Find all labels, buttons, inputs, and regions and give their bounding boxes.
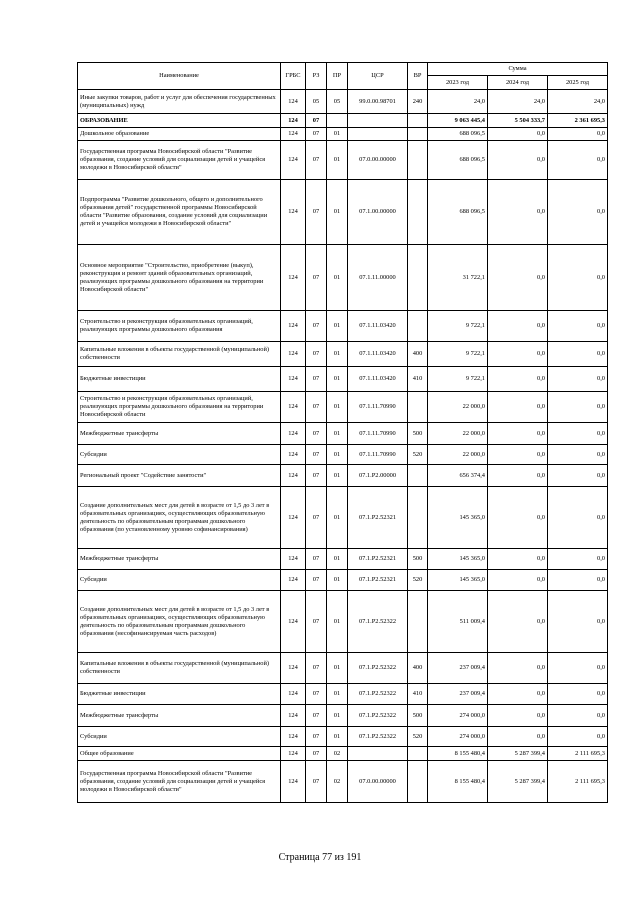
cell-pr: 02 — [327, 761, 348, 803]
cell-csr: 07.1.11.00000 — [348, 245, 408, 311]
cell-rz: 07 — [306, 342, 327, 367]
cell-y3: 0,0 — [548, 423, 608, 445]
cell-vr — [408, 114, 428, 128]
cell-pr: 01 — [327, 245, 348, 311]
cell-y1: 9 722,1 — [428, 311, 488, 342]
cell-y3: 0,0 — [548, 487, 608, 549]
cell-name: Бюджетные инвестиции — [78, 367, 281, 392]
budget-table — [77, 62, 608, 803]
cell-grbs: 124 — [281, 549, 306, 570]
cell-y2: 0,0 — [488, 367, 548, 392]
cell-name: Межбюджетные трансферты — [78, 549, 281, 570]
cell-vr: 520 — [408, 570, 428, 591]
cell-grbs: 124 — [281, 761, 306, 803]
cell-vr: 520 — [408, 727, 428, 747]
cell-y1: 9 063 445,4 — [428, 114, 488, 128]
cell-grbs: 124 — [281, 141, 306, 180]
cell-rz: 07 — [306, 445, 327, 465]
cell-rz: 07 — [306, 591, 327, 653]
table-row — [78, 311, 608, 342]
header-year-2024: 2024 год — [488, 76, 548, 90]
table-row — [78, 747, 608, 761]
cell-rz: 07 — [306, 684, 327, 705]
cell-grbs: 124 — [281, 245, 306, 311]
cell-y3: 0,0 — [548, 141, 608, 180]
cell-rz: 07 — [306, 367, 327, 392]
cell-name: Строительство и реконструкция образовательных организаций, реализующих программы дошкольного образования на территории Новосибирской области — [78, 392, 281, 423]
cell-rz: 07 — [306, 180, 327, 245]
cell-name: Межбюджетные трансферты — [78, 423, 281, 445]
cell-rz: 07 — [306, 487, 327, 549]
cell-name: Строительство и реконструкция образовательных организаций, реализующих программы дошкольного образования — [78, 311, 281, 342]
cell-grbs: 124 — [281, 705, 306, 727]
table-row — [78, 570, 608, 591]
cell-y3: 0,0 — [548, 445, 608, 465]
cell-y2: 0,0 — [488, 311, 548, 342]
cell-grbs: 124 — [281, 684, 306, 705]
cell-y2: 0,0 — [488, 465, 548, 487]
cell-y1: 237 009,4 — [428, 653, 488, 684]
table-row — [78, 591, 608, 653]
cell-csr: 07.1.11.70990 — [348, 423, 408, 445]
cell-rz: 07 — [306, 761, 327, 803]
cell-y1: 145 365,0 — [428, 487, 488, 549]
cell-vr — [408, 245, 428, 311]
cell-csr: 07.1.P2.52321 — [348, 549, 408, 570]
table-row — [78, 445, 608, 465]
cell-grbs: 124 — [281, 311, 306, 342]
cell-name: Государственная программа Новосибирской области "Развитие образования, создание условий для социализации детей и учащейся молодежи в Новосибирской области" — [78, 761, 281, 803]
table-row — [78, 653, 608, 684]
table-row — [78, 705, 608, 727]
cell-csr — [348, 747, 408, 761]
cell-rz: 07 — [306, 465, 327, 487]
cell-name: ОБРАЗОВАНИЕ — [78, 114, 281, 128]
cell-csr: 07.0.00.00000 — [348, 761, 408, 803]
table-row — [78, 90, 608, 114]
cell-y1: 22 000,0 — [428, 392, 488, 423]
cell-name: Бюджетные инвестиции — [78, 684, 281, 705]
cell-grbs: 124 — [281, 392, 306, 423]
cell-rz: 07 — [306, 705, 327, 727]
cell-pr: 01 — [327, 705, 348, 727]
cell-rz: 07 — [306, 311, 327, 342]
cell-y2: 0,0 — [488, 727, 548, 747]
cell-csr: 07.1.11.03420 — [348, 342, 408, 367]
cell-rz: 07 — [306, 114, 327, 128]
cell-grbs: 124 — [281, 423, 306, 445]
cell-y1: 274 000,0 — [428, 727, 488, 747]
header-csr: ЦСР — [348, 63, 408, 90]
cell-pr: 01 — [327, 180, 348, 245]
cell-vr — [408, 465, 428, 487]
cell-grbs: 124 — [281, 570, 306, 591]
cell-grbs: 124 — [281, 591, 306, 653]
table-row — [78, 141, 608, 180]
cell-y2: 5 287 399,4 — [488, 747, 548, 761]
cell-csr: 07.1.P2.52322 — [348, 705, 408, 727]
cell-csr: 07.0.00.00000 — [348, 141, 408, 180]
table-row — [78, 487, 608, 549]
cell-vr: 410 — [408, 684, 428, 705]
cell-y1: 688 096,5 — [428, 128, 488, 141]
cell-y3: 0,0 — [548, 591, 608, 653]
cell-rz: 07 — [306, 245, 327, 311]
cell-pr: 01 — [327, 549, 348, 570]
cell-csr: 07.1.P2.52322 — [348, 591, 408, 653]
cell-y3: 0,0 — [548, 549, 608, 570]
cell-pr: 01 — [327, 367, 348, 392]
cell-rz: 07 — [306, 727, 327, 747]
table-row — [78, 128, 608, 141]
cell-pr: 01 — [327, 423, 348, 445]
cell-vr — [408, 747, 428, 761]
cell-y3: 0,0 — [548, 727, 608, 747]
table-row — [78, 392, 608, 423]
cell-y2: 0,0 — [488, 128, 548, 141]
cell-y2: 0,0 — [488, 591, 548, 653]
cell-y1: 22 000,0 — [428, 445, 488, 465]
cell-y2: 0,0 — [488, 549, 548, 570]
cell-rz: 07 — [306, 128, 327, 141]
cell-pr: 01 — [327, 342, 348, 367]
cell-grbs: 124 — [281, 367, 306, 392]
header-name: Наименование — [78, 63, 281, 90]
cell-y3: 0,0 — [548, 342, 608, 367]
cell-y3: 0,0 — [548, 392, 608, 423]
cell-y2: 0,0 — [488, 705, 548, 727]
cell-grbs: 124 — [281, 180, 306, 245]
table-body — [78, 90, 608, 803]
cell-y2: 0,0 — [488, 684, 548, 705]
cell-vr — [408, 392, 428, 423]
cell-y1: 656 374,4 — [428, 465, 488, 487]
table-row — [78, 465, 608, 487]
cell-pr: 01 — [327, 487, 348, 549]
cell-y3: 0,0 — [548, 705, 608, 727]
cell-vr: 500 — [408, 549, 428, 570]
cell-pr: 01 — [327, 128, 348, 141]
cell-y3: 0,0 — [548, 367, 608, 392]
cell-name: Создание дополнительных мест для детей в возрасте от 1,5 до 3 лет в образовательных организациях, осуществляющих образовательную деятельность по образовательным программам дошкольного образования (несофинансируемая часть расходов) — [78, 591, 281, 653]
cell-grbs: 124 — [281, 114, 306, 128]
cell-grbs: 124 — [281, 727, 306, 747]
cell-y3: 0,0 — [548, 311, 608, 342]
table-row — [78, 245, 608, 311]
cell-y1: 8 155 480,4 — [428, 747, 488, 761]
cell-pr: 01 — [327, 727, 348, 747]
cell-pr: 01 — [327, 392, 348, 423]
cell-pr: 01 — [327, 653, 348, 684]
cell-csr: 07.1.11.70990 — [348, 445, 408, 465]
cell-name: Региональный проект "Содействие занятости" — [78, 465, 281, 487]
header-grbs: ГРБС — [281, 63, 306, 90]
cell-y2: 0,0 — [488, 423, 548, 445]
cell-y1: 237 009,4 — [428, 684, 488, 705]
cell-name: Субсидии — [78, 570, 281, 591]
cell-pr: 01 — [327, 465, 348, 487]
cell-rz: 07 — [306, 570, 327, 591]
cell-y3: 0,0 — [548, 570, 608, 591]
cell-csr: 07.1.P2.52321 — [348, 487, 408, 549]
cell-y1: 8 155 480,4 — [428, 761, 488, 803]
cell-pr: 01 — [327, 684, 348, 705]
cell-vr: 500 — [408, 705, 428, 727]
cell-y3: 0,0 — [548, 465, 608, 487]
cell-y3: 2 111 695,3 — [548, 761, 608, 803]
cell-y1: 22 000,0 — [428, 423, 488, 445]
header-pr: ПР — [327, 63, 348, 90]
cell-vr — [408, 180, 428, 245]
header-rz: РЗ — [306, 63, 327, 90]
cell-y3: 24,0 — [548, 90, 608, 114]
cell-vr — [408, 311, 428, 342]
cell-pr: 01 — [327, 141, 348, 180]
cell-csr: 07.1.P2.52322 — [348, 684, 408, 705]
cell-y3: 2 111 695,3 — [548, 747, 608, 761]
cell-grbs: 124 — [281, 747, 306, 761]
cell-name: Основное мероприятие "Строительство, приобретение (выкуп), реконструкция и ремонт зданий образовательных организаций, реализующих программы дошкольного образования на территории Новосибирской области" — [78, 245, 281, 311]
table-row — [78, 727, 608, 747]
cell-rz: 05 — [306, 90, 327, 114]
cell-y3: 0,0 — [548, 180, 608, 245]
cell-y1: 274 000,0 — [428, 705, 488, 727]
cell-vr — [408, 761, 428, 803]
cell-csr — [348, 114, 408, 128]
cell-rz: 07 — [306, 549, 327, 570]
cell-name: Субсидии — [78, 445, 281, 465]
cell-name: Создание дополнительных мест для детей в возрасте от 1,5 до 3 лет в образовательных организациях, осуществляющих образовательную деятельность по образовательным программам дошкольного образования (по установленному уровню софинансирования) — [78, 487, 281, 549]
cell-pr: 01 — [327, 311, 348, 342]
table-row — [78, 761, 608, 803]
cell-y3: 0,0 — [548, 684, 608, 705]
header-year-2023: 2023 год — [428, 76, 488, 90]
cell-vr — [408, 487, 428, 549]
cell-grbs: 124 — [281, 445, 306, 465]
cell-name: Субсидии — [78, 727, 281, 747]
table-row — [78, 114, 608, 128]
cell-pr: 01 — [327, 570, 348, 591]
cell-y2: 0,0 — [488, 245, 548, 311]
table-row — [78, 342, 608, 367]
cell-y2: 0,0 — [488, 445, 548, 465]
cell-y2: 0,0 — [488, 570, 548, 591]
cell-name: Государственная программа Новосибирской области "Развитие образования, создание условий для социализации детей и учащейся молодежи в Новосибирской области" — [78, 141, 281, 180]
cell-rz: 07 — [306, 653, 327, 684]
cell-rz: 07 — [306, 392, 327, 423]
cell-y2: 0,0 — [488, 392, 548, 423]
table-row — [78, 684, 608, 705]
cell-y3: 0,0 — [548, 245, 608, 311]
cell-pr: 01 — [327, 445, 348, 465]
cell-name: Капитальные вложения в объекты государственной (муниципальной) собственности — [78, 653, 281, 684]
cell-y2: 0,0 — [488, 653, 548, 684]
cell-vr: 400 — [408, 653, 428, 684]
cell-name: Капитальные вложения в объекты государственной (муниципальной) собственности — [78, 342, 281, 367]
cell-pr: 05 — [327, 90, 348, 114]
cell-rz: 07 — [306, 423, 327, 445]
cell-y1: 145 365,0 — [428, 549, 488, 570]
cell-vr: 400 — [408, 342, 428, 367]
cell-grbs: 124 — [281, 653, 306, 684]
cell-csr: 07.1.P2.52322 — [348, 727, 408, 747]
cell-name: Иные закупки товаров, работ и услуг для обеспечения государственных (муниципальных) нужд — [78, 90, 281, 114]
cell-csr: 07.1.11.70990 — [348, 392, 408, 423]
cell-csr: 07.1.P2.00000 — [348, 465, 408, 487]
cell-grbs: 124 — [281, 128, 306, 141]
cell-y2: 24,0 — [488, 90, 548, 114]
cell-y1: 24,0 — [428, 90, 488, 114]
cell-y3: 2 361 695,3 — [548, 114, 608, 128]
header-vr: ВР — [408, 63, 428, 90]
cell-y1: 145 365,0 — [428, 570, 488, 591]
cell-rz: 07 — [306, 747, 327, 761]
cell-grbs: 124 — [281, 487, 306, 549]
table-header — [78, 63, 608, 90]
cell-vr: 410 — [408, 367, 428, 392]
cell-grbs: 124 — [281, 342, 306, 367]
cell-csr — [348, 128, 408, 141]
cell-y1: 511 009,4 — [428, 591, 488, 653]
cell-vr: 500 — [408, 423, 428, 445]
cell-csr: 07.1.P2.52321 — [348, 570, 408, 591]
cell-vr — [408, 141, 428, 180]
cell-vr — [408, 128, 428, 141]
cell-vr: 240 — [408, 90, 428, 114]
table-row — [78, 367, 608, 392]
cell-name: Межбюджетные трансферты — [78, 705, 281, 727]
table-row — [78, 180, 608, 245]
cell-y2: 0,0 — [488, 342, 548, 367]
cell-name: Подпрограмма "Развитие дошкольного, общего и дополнительного образования детей" государственной программы Новосибирской области "Развитие образования, создание условий для социализации детей и учащейся молодежи в Новосибирской области" — [78, 180, 281, 245]
cell-y2: 0,0 — [488, 487, 548, 549]
cell-y1: 9 722,1 — [428, 367, 488, 392]
cell-pr — [327, 114, 348, 128]
cell-y3: 0,0 — [548, 128, 608, 141]
cell-csr: 07.1.00.00000 — [348, 180, 408, 245]
cell-y2: 0,0 — [488, 180, 548, 245]
cell-vr: 520 — [408, 445, 428, 465]
cell-csr: 07.1.11.03420 — [348, 367, 408, 392]
header-sum: Сумма — [428, 63, 608, 76]
cell-vr — [408, 591, 428, 653]
cell-rz: 07 — [306, 141, 327, 180]
table-row — [78, 549, 608, 570]
cell-name: Общее образование — [78, 747, 281, 761]
cell-grbs: 124 — [281, 90, 306, 114]
cell-y1: 688 096,5 — [428, 180, 488, 245]
cell-pr: 02 — [327, 747, 348, 761]
cell-csr: 07.1.11.03420 — [348, 311, 408, 342]
cell-csr: 07.1.P2.52322 — [348, 653, 408, 684]
cell-y2: 5 504 333,7 — [488, 114, 548, 128]
page-number: Страница 77 из 191 — [278, 852, 362, 863]
cell-y2: 0,0 — [488, 141, 548, 180]
table-row — [78, 423, 608, 445]
cell-name: Дошкольное образование — [78, 128, 281, 141]
cell-grbs: 124 — [281, 465, 306, 487]
cell-y2: 5 287 399,4 — [488, 761, 548, 803]
cell-pr: 01 — [327, 591, 348, 653]
header-year-2025: 2025 год — [548, 76, 608, 90]
cell-y1: 688 096,5 — [428, 141, 488, 180]
cell-y3: 0,0 — [548, 653, 608, 684]
cell-csr: 99.0.00.98701 — [348, 90, 408, 114]
cell-y1: 31 722,1 — [428, 245, 488, 311]
cell-y1: 9 722,1 — [428, 342, 488, 367]
